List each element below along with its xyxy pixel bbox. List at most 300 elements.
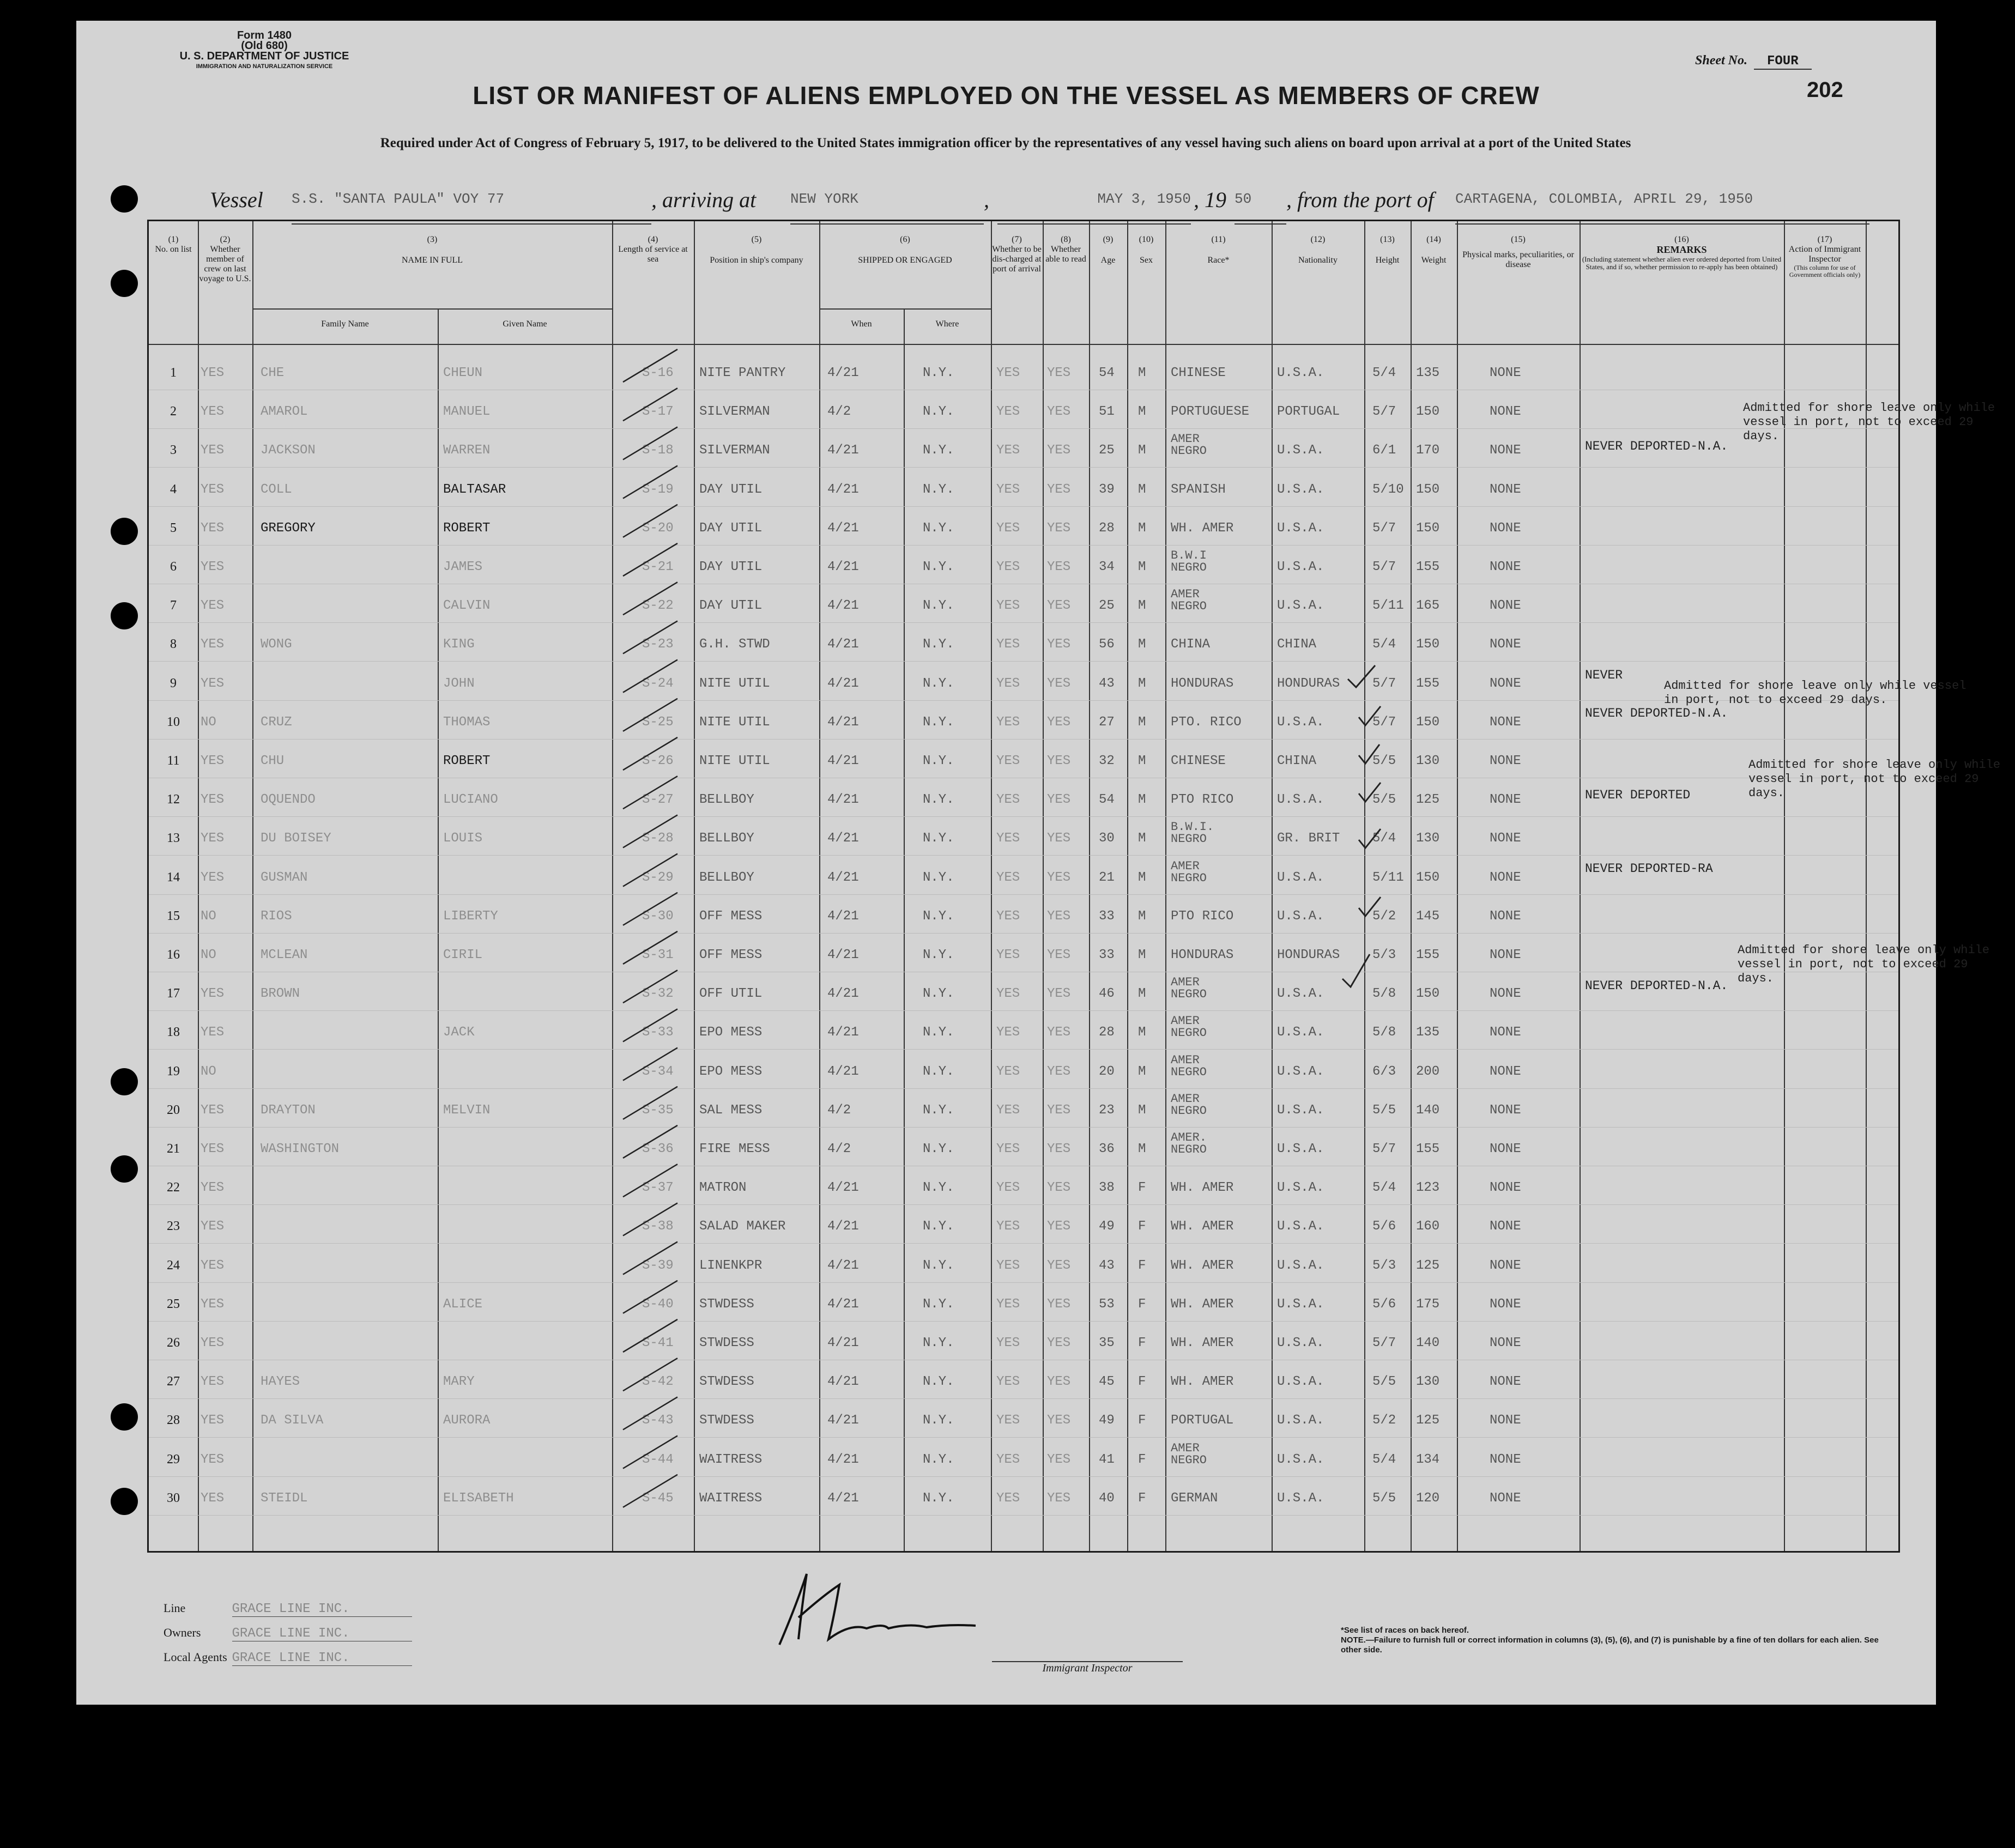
position: G.H. STWD: [699, 637, 770, 652]
shipped-where: N.Y.: [923, 1336, 954, 1350]
header-weight: (14) Weight: [1421, 235, 1447, 265]
height: 5/3: [1372, 1258, 1396, 1273]
able-to-read: YES: [1047, 1336, 1071, 1350]
service-slash: [623, 1358, 677, 1391]
able-to-read: YES: [1047, 1180, 1071, 1196]
row-number: 13: [167, 831, 180, 846]
able-to-read: YES: [1047, 870, 1071, 885]
nationality: U.S.A.: [1277, 1219, 1324, 1234]
crew-status: YES: [201, 1258, 225, 1273]
shipped-where: N.Y.: [923, 482, 954, 497]
discharge-status: YES: [996, 482, 1020, 497]
service-name: IMMIGRATION AND NATURALIZATION SERVICE: [196, 63, 333, 70]
sex: M: [1138, 404, 1146, 420]
row-number: 19: [167, 1064, 180, 1078]
footer-line: [164, 1601, 412, 1617]
discharge-status: YES: [996, 986, 1020, 1002]
shipped-when: 4/2: [827, 1142, 851, 1156]
shipped-when: 4/21: [827, 1296, 859, 1312]
able-to-read: YES: [1047, 1102, 1071, 1118]
sex: F: [1138, 1490, 1146, 1506]
row-rule: [149, 1088, 1898, 1089]
height: 5/8: [1372, 1025, 1396, 1040]
sex: M: [1138, 986, 1146, 1002]
row-rule: [149, 894, 1898, 895]
discharge-status: YES: [996, 1142, 1020, 1156]
physical-marks: NONE: [1490, 366, 1521, 380]
service-slash: [623, 1397, 677, 1429]
shipped-when: 4/21: [827, 482, 859, 497]
owners-value: GRACE LINE INC.: [232, 1626, 412, 1641]
position: NITE UTIL: [699, 754, 770, 768]
age: 54: [1099, 792, 1115, 808]
row-rule: [149, 622, 1898, 623]
nationality: U.S.A.: [1277, 598, 1324, 614]
row-number: 11: [167, 754, 180, 768]
discharge-status: YES: [996, 1296, 1020, 1312]
discharge-status: YES: [996, 1102, 1020, 1118]
weight: 155: [1416, 676, 1440, 691]
race: WH. AMER: [1171, 1258, 1234, 1273]
shipped-where: N.Y.: [923, 948, 954, 962]
discharge-status: YES: [996, 948, 1020, 962]
service-length: S-30: [642, 908, 674, 924]
physical-marks: NONE: [1490, 1336, 1521, 1350]
service-length: S-24: [642, 676, 674, 691]
family-name: CHE: [261, 366, 285, 380]
sex: M: [1138, 714, 1146, 730]
shipped-where: N.Y.: [923, 598, 954, 614]
race: PTO RICO: [1171, 908, 1234, 924]
position: MATRON: [699, 1180, 747, 1196]
row-number: 2: [170, 404, 177, 419]
able-to-read: YES: [1047, 1374, 1071, 1390]
arrival-date: MAY 3, 1950: [997, 191, 1191, 225]
weight: 165: [1416, 598, 1440, 614]
discharge-status: YES: [996, 443, 1020, 458]
shipped-where: N.Y.: [923, 366, 954, 380]
given-name: MANUEL: [443, 404, 491, 420]
race: AMER NEGRO: [1171, 1441, 1207, 1467]
physical-marks: NONE: [1490, 1102, 1521, 1118]
able-to-read: YES: [1047, 1490, 1071, 1506]
row-number: 20: [167, 1102, 180, 1117]
sex: F: [1138, 1180, 1146, 1196]
family-name: JACKSON: [261, 443, 316, 458]
row-number: 18: [167, 1025, 180, 1040]
shipped-where: N.Y.: [923, 1025, 954, 1040]
race: GERMAN: [1171, 1490, 1218, 1506]
crew-status: YES: [201, 1374, 225, 1390]
service-slash: [623, 621, 677, 653]
nationality: U.S.A.: [1277, 714, 1324, 730]
service-length: S-27: [642, 792, 674, 808]
family-name: CHU: [261, 754, 285, 768]
row-number: 21: [167, 1142, 180, 1156]
weight: 125: [1416, 1258, 1440, 1273]
sex: M: [1138, 831, 1146, 846]
discharge-status: YES: [996, 598, 1020, 614]
shipped-where: N.Y.: [923, 754, 954, 768]
shipped-where: N.Y.: [923, 1374, 954, 1390]
crew-status: YES: [201, 1490, 225, 1506]
service-slash: [623, 505, 677, 537]
discharge-status: YES: [996, 1413, 1020, 1428]
able-to-read: YES: [1047, 908, 1071, 924]
nationality: U.S.A.: [1277, 1064, 1324, 1079]
service-length: S-20: [642, 520, 674, 536]
row-number: 4: [170, 482, 177, 496]
age: 25: [1099, 443, 1115, 458]
given-name: AURORA: [443, 1413, 491, 1428]
service-slash: [623, 699, 677, 731]
service-length: S-33: [642, 1025, 674, 1040]
service-length: S-35: [642, 1102, 674, 1118]
family-name: AMAROL: [261, 404, 308, 420]
position: SILVERMAN: [699, 404, 770, 420]
crew-status: YES: [201, 637, 225, 652]
shipped-when: 4/21: [827, 1490, 859, 1506]
sex: M: [1138, 520, 1146, 536]
punch-hole: [111, 185, 138, 213]
able-to-read: YES: [1047, 637, 1071, 652]
position: EPO MESS: [699, 1064, 763, 1079]
header-remarks: (16) REMARKS (Including statement whether alien ever ordered deported from United States, and if so, whether permission to re-apply has been obtained): [1582, 235, 1782, 271]
height: 5/11: [1372, 870, 1404, 885]
able-to-read: YES: [1047, 520, 1071, 536]
service-slash: [623, 970, 677, 1003]
row-rule: [149, 1476, 1898, 1477]
header-age: (9) Age: [1100, 235, 1116, 265]
able-to-read: YES: [1047, 1452, 1071, 1467]
punch-hole: [111, 1155, 138, 1183]
footer-notes: [1341, 1626, 1886, 1655]
row-rule: [149, 1243, 1898, 1244]
family-name: DU BOISEY: [261, 831, 331, 846]
sex: F: [1138, 1452, 1146, 1467]
race: AMER. NEGRO: [1171, 1131, 1207, 1156]
row-rule: [149, 700, 1898, 701]
age: 27: [1099, 714, 1115, 730]
race: PTO RICO: [1171, 792, 1234, 808]
given-name: THOMAS: [443, 714, 491, 730]
physical-marks: NONE: [1490, 676, 1521, 691]
given-name: LUCIANO: [443, 792, 498, 808]
row-rule: [149, 1127, 1898, 1128]
race: AMER NEGRO: [1171, 432, 1207, 458]
shipped-when: 4/21: [827, 1258, 859, 1273]
service-length: S-38: [642, 1219, 674, 1234]
age: 34: [1099, 560, 1115, 574]
nationality: CHINA: [1277, 754, 1317, 768]
position: WAITRESS: [699, 1490, 763, 1506]
height: 5/4: [1372, 637, 1396, 652]
shipped-when: 4/21: [827, 443, 859, 458]
crew-status: YES: [201, 676, 225, 691]
nationality: U.S.A.: [1277, 1258, 1324, 1273]
physical-marks: NONE: [1490, 482, 1521, 497]
sex: M: [1138, 1142, 1146, 1156]
penalty-note: NOTE.—Failure to furnish full or correct information in columns (3), (5), (6), and (7) is punishable by a fine of ten dollars for each alien. See other side.: [1341, 1635, 1879, 1655]
position: BELLBOY: [699, 831, 754, 846]
physical-marks: NONE: [1490, 948, 1521, 962]
height: 5/7: [1372, 676, 1396, 691]
crew-status: YES: [201, 754, 225, 768]
crew-status: NO: [201, 908, 216, 924]
given-name: MARY: [443, 1374, 475, 1390]
given-name: JACK: [443, 1025, 475, 1040]
row-number: 27: [167, 1374, 180, 1389]
service-slash: [623, 388, 677, 421]
physical-marks: NONE: [1490, 404, 1521, 420]
able-to-read: YES: [1047, 986, 1071, 1002]
weight: 170: [1416, 443, 1440, 458]
age: 41: [1099, 1452, 1115, 1467]
service-length: S-18: [642, 443, 674, 458]
shipped-when: 4/2: [827, 404, 851, 420]
crew-status: YES: [201, 598, 225, 614]
age: 21: [1099, 870, 1115, 885]
given-name: JOHN: [443, 676, 475, 691]
service-length: S-26: [642, 754, 674, 768]
shipped-when: 4/21: [827, 366, 859, 380]
weight: 130: [1416, 1374, 1440, 1390]
departure-port: CARTAGENA, COLOMBIA, APRIL 29, 1950: [1455, 191, 1869, 225]
row-number: 26: [167, 1336, 180, 1350]
shipped-where: N.Y.: [923, 1258, 954, 1273]
shipped-where: N.Y.: [923, 1180, 954, 1196]
given-name: CIRIL: [443, 948, 483, 962]
position: DAY UTIL: [699, 520, 763, 536]
family-name: MCLEAN: [261, 948, 308, 962]
service-length: S-43: [642, 1413, 674, 1428]
nationality: U.S.A.: [1277, 1142, 1324, 1156]
shipped-when: 4/21: [827, 1025, 859, 1040]
service-length: S-25: [642, 714, 674, 730]
punch-hole: [111, 1403, 138, 1431]
height: 5/7: [1372, 1142, 1396, 1156]
service-slash: [623, 893, 677, 925]
row-number: 6: [170, 560, 177, 574]
row-rule: [149, 816, 1898, 817]
row-number: 15: [167, 908, 180, 923]
nationality: U.S.A.: [1277, 1296, 1324, 1312]
crew-status: NO: [201, 948, 216, 962]
age: 39: [1099, 482, 1115, 497]
service-slash: [623, 1087, 677, 1119]
crew-manifest-table: [147, 220, 2001, 1553]
crew-status: YES: [201, 443, 225, 458]
service-slash: [623, 349, 677, 382]
position: LINENKPR: [699, 1258, 763, 1273]
sex: M: [1138, 598, 1146, 614]
weight: 130: [1416, 831, 1440, 846]
position: BELLBOY: [699, 870, 754, 885]
shipped-where: N.Y.: [923, 443, 954, 458]
weight: 155: [1416, 560, 1440, 574]
header-able-to-read: (8) Whether able to read: [1045, 235, 1086, 264]
shipped-where: N.Y.: [923, 792, 954, 808]
arriving-label: , arriving at: [651, 187, 757, 212]
discharge-status: YES: [996, 1490, 1020, 1506]
able-to-read: YES: [1047, 714, 1071, 730]
shore-leave-stamp: Admitted for shore leave only while vessel in port, not to exceed 29 days.: [1664, 679, 1966, 707]
given-name: BALTASAR: [443, 482, 506, 497]
age: 23: [1099, 1102, 1115, 1118]
service-length: S-28: [642, 831, 674, 846]
physical-marks: NONE: [1490, 986, 1521, 1002]
sex: F: [1138, 1336, 1146, 1350]
physical-marks: NONE: [1490, 831, 1521, 846]
header-position: (5) Position in ship's company: [710, 235, 803, 265]
family-name: BROWN: [261, 986, 300, 1002]
height: 5/6: [1372, 1219, 1396, 1234]
shipped-where: N.Y.: [923, 1142, 954, 1156]
crew-status: YES: [201, 560, 225, 574]
physical-marks: NONE: [1490, 1374, 1521, 1390]
page-number: 202: [1807, 78, 1843, 102]
family-name: GREGORY: [261, 520, 316, 536]
nationality: U.S.A.: [1277, 1490, 1324, 1506]
header-given-name: Given Name: [503, 319, 547, 329]
footer-agents: [164, 1650, 412, 1666]
document-title: LIST OR MANIFEST OF ALIENS EMPLOYED ON THE VESSEL AS MEMBERS OF CREW: [473, 81, 1540, 110]
given-name: JAMES: [443, 560, 483, 574]
service-slash: [623, 1319, 677, 1352]
discharge-status: YES: [996, 870, 1020, 885]
position: SILVERMAN: [699, 443, 770, 458]
physical-marks: NONE: [1490, 1258, 1521, 1273]
height: 5/10: [1372, 482, 1404, 497]
family-name: DRAYTON: [261, 1102, 316, 1118]
weight: 140: [1416, 1336, 1440, 1350]
height: 5/7: [1372, 1336, 1396, 1350]
race: AMER NEGRO: [1171, 975, 1207, 1002]
physical-marks: NONE: [1490, 560, 1521, 574]
weight: 150: [1416, 986, 1440, 1002]
position: NITE UTIL: [699, 676, 770, 691]
crew-status: YES: [201, 1219, 225, 1234]
year-label: , 19: [1194, 187, 1226, 212]
family-name: WONG: [261, 637, 292, 652]
given-name: ALICE: [443, 1296, 483, 1312]
weight: 140: [1416, 1102, 1440, 1118]
row-rule: [149, 1010, 1898, 1011]
age: 46: [1099, 986, 1115, 1002]
header-length-of-service: (4) Length of service at sea: [618, 235, 688, 264]
position: WAITRESS: [699, 1452, 763, 1467]
able-to-read: YES: [1047, 404, 1071, 420]
race: PTO. RICO: [1171, 714, 1242, 730]
agents-value: GRACE LINE INC.: [232, 1651, 412, 1666]
sex: M: [1138, 560, 1146, 574]
sex: M: [1138, 948, 1146, 962]
shipped-where: N.Y.: [923, 1413, 954, 1428]
vessel-label: Vessel: [210, 187, 263, 212]
race: AMER NEGRO: [1171, 1092, 1207, 1118]
row-number: 14: [167, 870, 180, 884]
age: 25: [1099, 598, 1115, 614]
nationality: CHINA: [1277, 637, 1317, 652]
service-length: S-32: [642, 986, 674, 1002]
weight: 160: [1416, 1219, 1440, 1234]
header-height: (13) Height: [1375, 235, 1400, 265]
shipped-where: N.Y.: [923, 908, 954, 924]
height: 5/7: [1372, 560, 1396, 574]
position: STWDESS: [699, 1296, 754, 1312]
service-length: S-42: [642, 1374, 674, 1390]
height-check-marks: [1337, 657, 1402, 995]
crew-status: YES: [201, 1142, 225, 1156]
row-number: 9: [170, 676, 177, 690]
nationality: U.S.A.: [1277, 792, 1324, 808]
row-rule: [149, 467, 1898, 468]
discharge-status: YES: [996, 1180, 1020, 1196]
race: WH. AMER: [1171, 1374, 1234, 1390]
nationality: HONDURAS: [1277, 676, 1340, 691]
discharge-status: YES: [996, 754, 1020, 768]
weight: 150: [1416, 714, 1440, 730]
header-sex: (10) Sex: [1139, 235, 1154, 265]
crew-status: YES: [201, 1296, 225, 1312]
weight: 125: [1416, 792, 1440, 808]
sex: M: [1138, 1025, 1146, 1040]
row-rule: [149, 661, 1898, 662]
shipped-when: 4/21: [827, 1180, 859, 1196]
discharge-status: YES: [996, 831, 1020, 846]
race: WH. AMER: [1171, 1219, 1234, 1234]
race: CHINESE: [1171, 366, 1226, 380]
family-name: CRUZ: [261, 714, 292, 730]
crew-status: YES: [201, 404, 225, 420]
service-length: S-31: [642, 948, 674, 962]
row-number: 30: [167, 1490, 180, 1505]
height: 5/6: [1372, 1296, 1396, 1312]
crew-status: YES: [201, 1180, 225, 1196]
row-number: 1: [170, 366, 177, 380]
height: 5/5: [1372, 754, 1396, 768]
shipped-when: 4/21: [827, 598, 859, 614]
shipped-when: 4/21: [827, 637, 859, 652]
shipped-where: N.Y.: [923, 986, 954, 1002]
position: OFF UTIL: [699, 986, 763, 1002]
height: 5/3: [1372, 948, 1396, 962]
department-name: U. S. DEPARTMENT OF JUSTICE: [179, 50, 349, 62]
nationality: U.S.A.: [1277, 443, 1324, 458]
shipped-when: 4/21: [827, 870, 859, 885]
header-race: (11) Race*: [1207, 235, 1230, 265]
shipped-when: 4/2: [827, 1102, 851, 1118]
physical-marks: NONE: [1490, 1490, 1521, 1506]
punch-hole: [111, 270, 138, 297]
physical-marks: NONE: [1490, 1413, 1521, 1428]
height: 5/7: [1372, 714, 1396, 730]
height: 5/4: [1372, 366, 1396, 380]
crew-status: YES: [201, 520, 225, 536]
remark-row-13: NEVER DEPORTED-RA: [1585, 862, 1713, 876]
physical-marks: NONE: [1490, 1452, 1521, 1467]
race: AMER NEGRO: [1171, 1014, 1207, 1040]
form-old-number: (Old 680): [241, 40, 288, 52]
nationality: U.S.A.: [1277, 1025, 1324, 1040]
service-length: S-17: [642, 404, 674, 420]
nationality: U.S.A.: [1277, 560, 1324, 574]
shipped-where: N.Y.: [923, 676, 954, 691]
discharge-status: YES: [996, 792, 1020, 808]
able-to-read: YES: [1047, 1413, 1071, 1428]
nationality: U.S.A.: [1277, 1374, 1324, 1390]
discharge-status: YES: [996, 366, 1020, 380]
